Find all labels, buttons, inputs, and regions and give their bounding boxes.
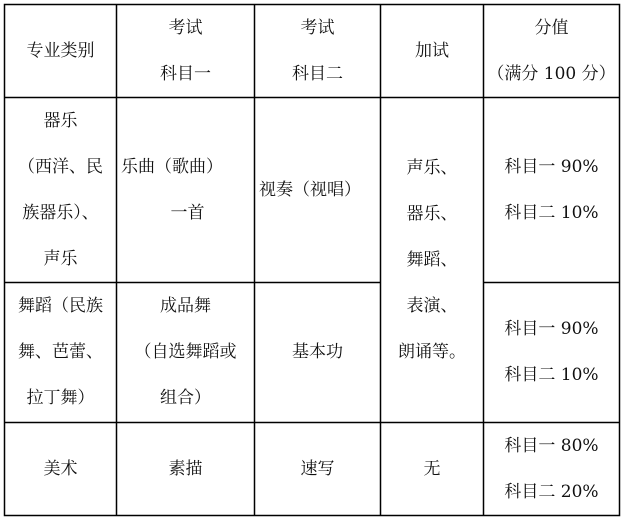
row-music-category xyxy=(5,98,116,282)
row-dance-weight-line: 科目一 90% xyxy=(504,319,599,339)
row-dance-subject1 xyxy=(117,283,254,422)
row-art-subject2-line: 速写 xyxy=(300,458,335,479)
header-subject1-line: 考试 xyxy=(168,17,203,38)
row-music-subject2 xyxy=(255,98,380,282)
row-dance-subject2 xyxy=(255,283,380,422)
row-dance-category-line: 舞、芭蕾、 xyxy=(18,342,103,362)
row-art-category-line: 美术 xyxy=(43,458,78,479)
header-subject1 xyxy=(117,5,254,97)
shared-extra-test-line: 声乐、 xyxy=(406,157,458,178)
row-dance-category-line: 拉丁舞） xyxy=(26,388,95,408)
row-dance-weight-line: 科目二 10% xyxy=(504,365,599,385)
header-weight-line: 分值 xyxy=(534,17,569,38)
row-dance-category-line: 舞蹈（民族 xyxy=(18,296,103,316)
header-weight-line: （满分 100 分） xyxy=(487,63,616,84)
shared-extra-test-line: 表演、 xyxy=(406,295,458,316)
row-dance-subject1-line: 成品舞 xyxy=(160,296,211,316)
shared-extra-test-line: 器乐、 xyxy=(406,203,458,224)
header-subject2-line: 考试 xyxy=(300,17,335,38)
row-dance-subject1-line: 组合） xyxy=(160,388,211,408)
shared-extra-test-line: 朗诵等。 xyxy=(398,341,466,362)
row-music-subject2-line: 视奏（视唱） xyxy=(259,179,361,200)
header-subject2-line: 科目二 xyxy=(292,63,343,84)
header-extra xyxy=(381,5,483,97)
row-music-category-line: （西洋、民 xyxy=(18,156,103,177)
row-music-weight-line: 科目一 90% xyxy=(504,156,599,177)
row-art-weight-line: 科目二 20% xyxy=(504,481,599,502)
row-art-subject2 xyxy=(255,423,380,515)
row-art-subject1 xyxy=(117,423,254,515)
row-music-subject1-line: 一首 xyxy=(170,202,205,223)
header-category-line: 专业类别 xyxy=(26,40,95,61)
row-music-category-line: 器乐 xyxy=(43,110,78,131)
header-extra-line: 加试 xyxy=(415,40,449,61)
row-art-weight xyxy=(484,423,619,515)
row-music-category-line: 族器乐）、 xyxy=(22,202,99,223)
header-weight xyxy=(484,5,619,97)
row-dance-weight xyxy=(484,283,619,422)
header-subject1-line: 科目一 xyxy=(160,63,211,84)
header-subject2 xyxy=(255,5,380,97)
row-dance-subject2-line: 基本功 xyxy=(292,342,343,362)
row-art-extra-line: 无 xyxy=(423,458,441,479)
row-music-category-line: 声乐 xyxy=(43,248,78,269)
row-music-weight xyxy=(484,98,619,282)
row-dance-category xyxy=(5,283,116,422)
header-category xyxy=(5,5,116,97)
shared-extra-test-line: 舞蹈、 xyxy=(406,249,458,270)
row-music-subject1-line: 乐曲（歌曲） xyxy=(121,156,223,177)
row-music-subject1 xyxy=(117,98,254,282)
row-music-weight-line: 科目二 10% xyxy=(504,202,599,223)
row-dance-subject1-line: （自选舞蹈或 xyxy=(134,342,237,362)
row-art-subject1-line: 素描 xyxy=(168,458,203,479)
row-art-category xyxy=(5,423,116,515)
shared-extra-test xyxy=(381,98,483,422)
row-art-extra xyxy=(381,423,483,515)
row-art-weight-line: 科目一 80% xyxy=(504,435,599,456)
